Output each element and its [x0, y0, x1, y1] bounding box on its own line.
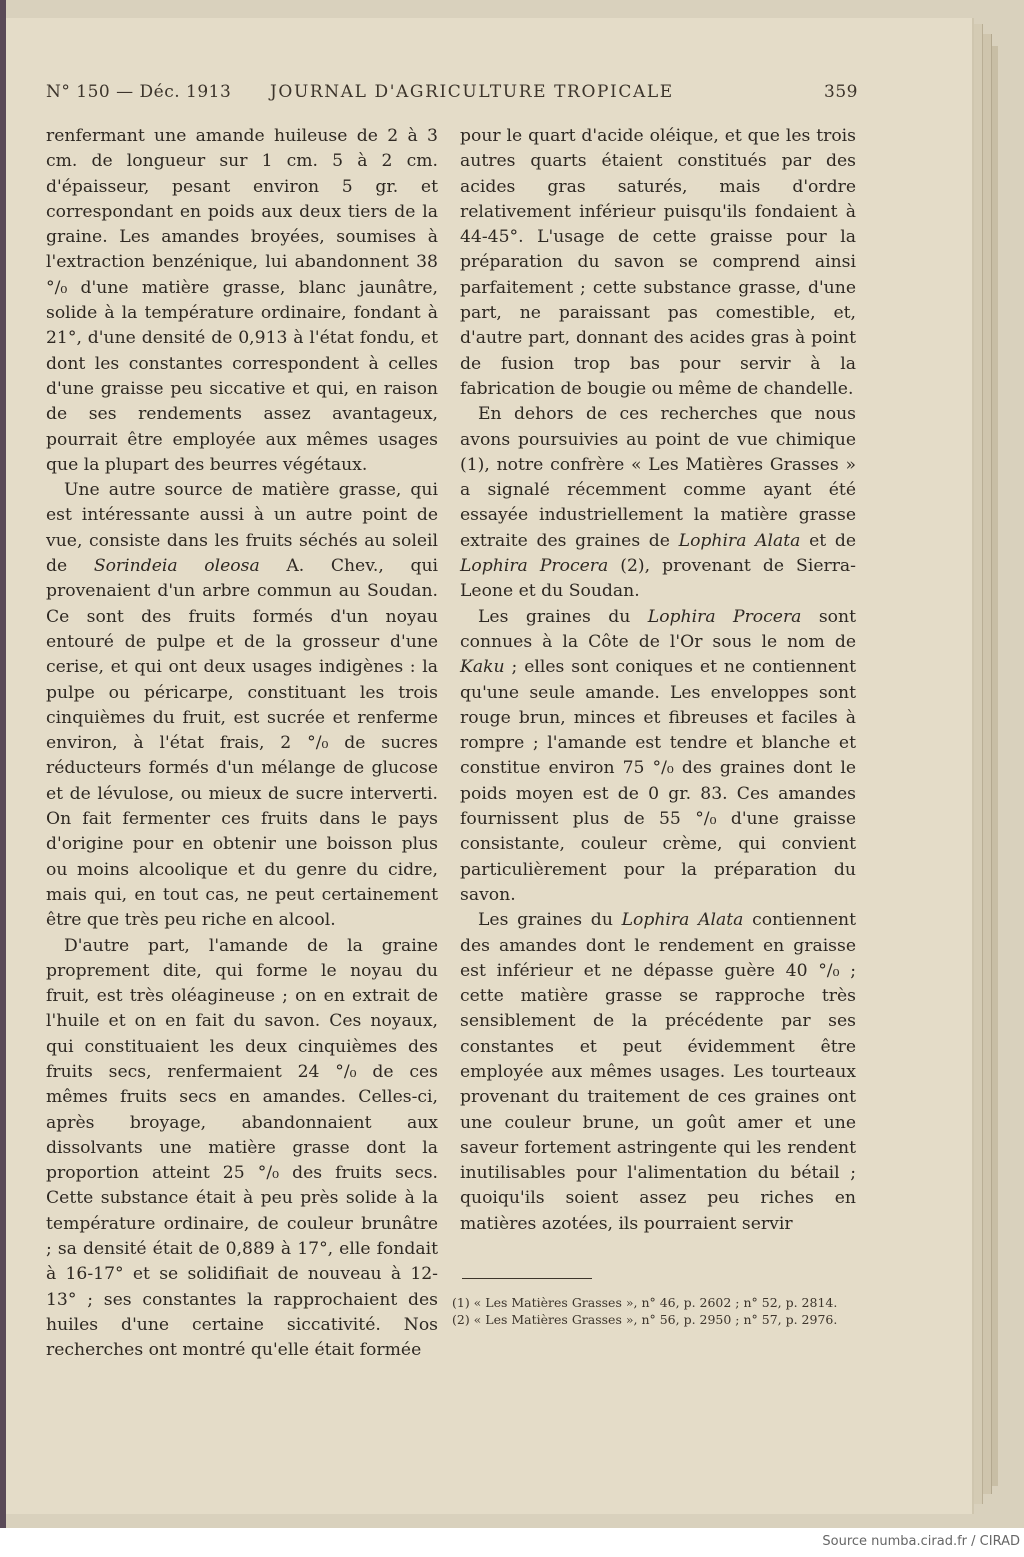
species-name: Sorindeia oleosa	[93, 556, 260, 577]
paragraph: pour le quart d'acide oléique, et que les trois autres quarts étaient constitués par des acides gras saturés, mais d'ordre relativement inférieur puisqu'ils fondaient à 44-45°. L'usage de cette graisse pour la préparation du savon se comprend ainsi parfaitement ; cette substance grasse, d'une part, ne paraissant pas comestible, et, d'autre part, donnant des acides gras à point de fusion trop bas pour servir à la fabrication de bougie ou même de chandelle.	[460, 126, 856, 399]
page-number: 359	[824, 82, 858, 102]
issue-info: N° 150 — Déc. 1913	[46, 82, 232, 102]
local-name: Kaku	[460, 657, 505, 678]
right-column	[460, 124, 856, 1237]
footnote: (2) « Les Matières Grasses », n° 56, p. 2950 ; n° 57, p. 2976.	[452, 1312, 838, 1327]
paragraph: Les graines du Lophira Procera sont connues à la Côte de l'Or sous le nom de Kaku ; elles sont coniques et ne contiennent qu'une seule amande. Les enveloppes sont rouge brun, minces et fibreuses et faciles à rompre ; l'amande est tendre et blanche et constitue environ 75 °/₀ des graines dont le poids moyen est de 0 gr. 83. Ces amandes fournissent plus de 55 °/₀ d'une graisse consistante, couleur crème, qui convient particulièrement pour la préparation du savon.	[460, 606, 856, 905]
species-name: Lophira Procera	[460, 556, 609, 577]
running-header	[46, 82, 858, 108]
left-column	[46, 124, 438, 1364]
page-edge	[992, 46, 998, 1486]
journal-title: JOURNAL D'AGRICULTURE TROPICALE	[270, 82, 674, 102]
page-edge	[972, 24, 983, 1504]
paragraph: renfermant une amande huileuse de 2 à 3 cm. de longueur sur 1 cm. 5 à 2 cm. d'épaisseur, pesant environ 5 gr. et correspondant en poids aux deux tiers de la graine. Les amandes broyées, soumises à l'extraction benzénique, lui abandonnent 38 °/₀ d'une matière grasse, blanc jaunâtre, solide à la température ordinaire, fondant à 21°, d'une densité de 0,913 à l'état fondu, et dont les constantes correspondent à celles d'une graisse peu siccative et qui, en raison de ses rendements assez avantageux, pourrait être employée aux mêmes usages que la plupart des beurres végétaux.	[46, 126, 438, 475]
footnotes	[452, 1294, 856, 1328]
species-name: Lophira Alata	[678, 530, 801, 551]
paragraph: D'autre part, l'amande de la graine proprement dite, qui forme le noyau du fruit, est très oléagineuse ; on en extrait de l'huile et on en fait du savon. Ces noyaux, qui constituaient les deux cinquièmes des fruits secs, renfermaient 24 °/₀ de ces mêmes fruits secs en amandes. Celles-ci, après broyage, abandonnaient aux dissolvants une matière grasse dont la proportion atteint 25 °/₀ des fruits secs. Cette substance était à peu près solide à la température ordinaire, de couleur brunâtre ; sa densité était de 0,889 à 17°, elle fondait à 16-17° et se solidifiait de nouveau à 12-13° ; ses constantes la rapprochaient des huiles d'une certaine siccativité. Nos recherches ont montré qu'elle était formée	[46, 935, 438, 1361]
species-name: Lophira Procera	[647, 606, 802, 627]
species-name: Lophira Alata	[621, 910, 744, 931]
source-credit: Source numba.cirad.fr / CIRAD	[822, 1534, 1020, 1549]
footnote-rule	[462, 1278, 592, 1279]
paragraph: Une autre source de matière grasse, qui est intéressante aussi à un autre point de vue, consiste dans les fruits séchés au soleil de Sorindeia oleosa A. Chev., qui provenaient d'un arbre commun au Soudan. Ce sont des fruits formés d'un noyau entouré de pulpe et de la grosseur d'une cerise, et qui ont deux usages indigènes : la pulpe ou péricarpe, constituant les trois cinquièmes du fruit, est sucrée et renferme environ, à l'état frais, 2 °/₀ de sucres réducteurs formés d'un mélange de glucose et de lévulose, ou mieux de sucre interverti. On fait fermenter ces fruits dans le pays d'origine pour en obtenir une boisson plus ou moins alcoolique et du genre du cidre, mais qui, en tout cas, ne peut certainement être que très peu riche en alcool.	[46, 480, 439, 931]
paragraph: En dehors de ces recherches que nous avons poursuivies au point de vue chimique (1), notre confrère « Les Matières Grasses » a signalé récemment comme ayant été essayée industriellement la matière grasse extraite des graines de Lophira Alata et de Lophira Procera (2), provenant de Sierra-Leone et du Soudan.	[460, 404, 856, 602]
footnote: (1) « Les Matières Grasses », n° 46, p. 2602 ; n° 52, p. 2814.	[452, 1295, 838, 1310]
paragraph: Les graines du Lophira Alata contiennent des amandes dont le rendement en graisse est inférieur et ne dépasse guère 40 °/₀ ; cette matière grasse se rapproche très sensiblement de la précédente par ses constantes et peut évidemment être employée aux mêmes usages. Les tourteaux provenant du traitement de ces graines ont une couleur brune, un goût amer et une saveur fortement astringente qui les rendent inutilisables pour l'alimentation du bétail ; quoiqu'ils soient assez peu riches en matières azotées, ils pourraient servir	[460, 910, 856, 1234]
page-edge	[983, 34, 992, 1494]
